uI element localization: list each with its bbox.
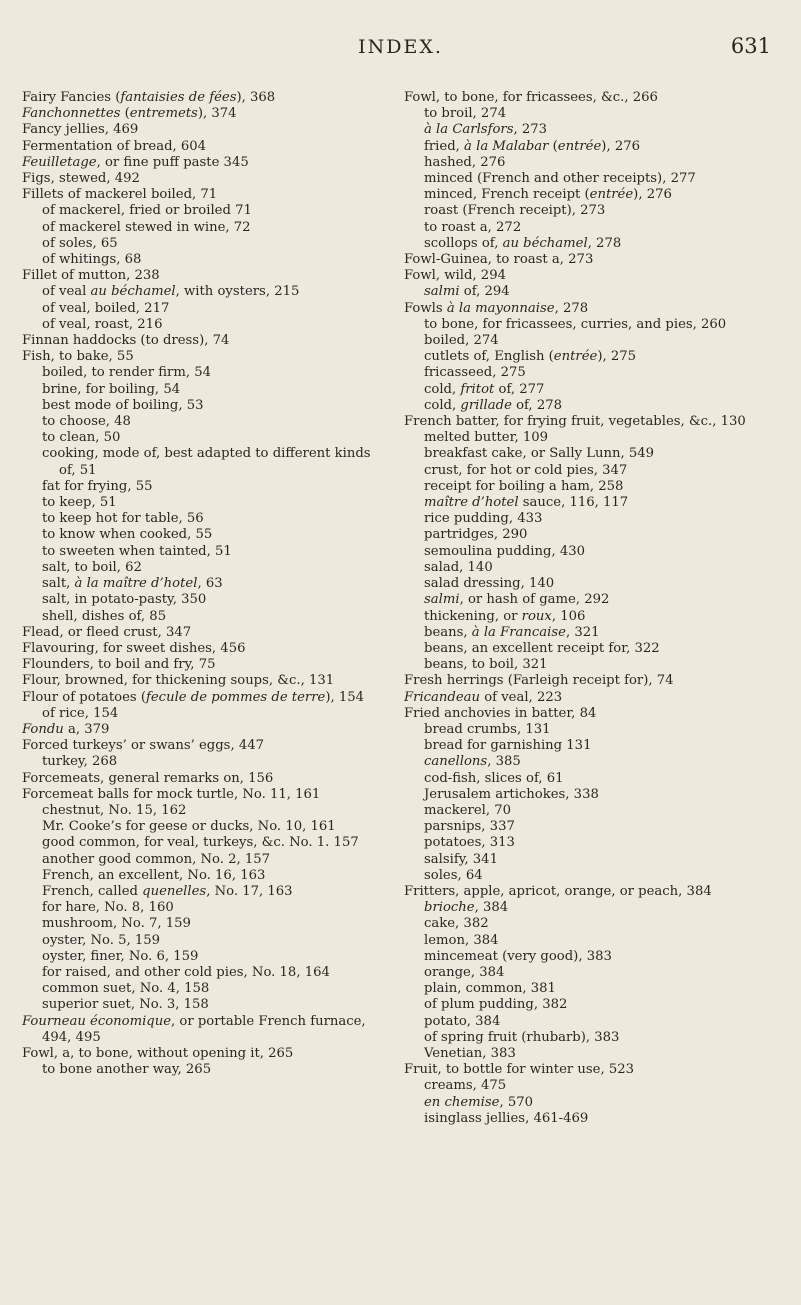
entry-text: isinglass jellies, 461-469 <box>424 1110 589 1126</box>
entry-text: crust, for hot or cold pies, 347 <box>424 462 628 478</box>
index-subentry <box>22 301 382 317</box>
entry-italic-text: entrée <box>553 349 598 365</box>
entry-text: salt, in potato-pasty, 350 <box>42 592 207 608</box>
index-entry <box>22 268 382 284</box>
entry-text: receipt for boiling a ham, 258 <box>424 478 624 494</box>
entry-text: , or portable French furnace, 494, 495 <box>42 1013 366 1045</box>
entry-text: of mackerel stewed in wine, 72 <box>42 219 251 235</box>
entry-text: potato, 384 <box>424 1013 501 1029</box>
entry-text: roast (French receipt), 273 <box>424 203 606 219</box>
entry-text: , 321 <box>565 624 600 640</box>
entry-text: breakfast cake, or Sally Lunn, 549 <box>424 446 655 462</box>
entry-italic-text: au béchamel <box>90 284 176 300</box>
entry-text: potatoes, 313 <box>424 835 515 851</box>
index-subentry <box>404 284 782 300</box>
index-subentry <box>22 997 382 1013</box>
index-entry <box>404 884 782 900</box>
entry-text: French batter, for frying fruit, vegetables, &c., 130 <box>404 414 746 430</box>
entry-text: plain, common, 381 <box>424 981 556 997</box>
index-subentry <box>404 609 782 625</box>
entry-text: , 384 <box>474 900 509 916</box>
index-subentry <box>404 511 782 527</box>
entry-text: of veal, boiled, 217 <box>42 300 170 316</box>
index-subentry <box>404 1046 782 1062</box>
index-subentry <box>22 479 382 495</box>
entry-text: mackerel, 70 <box>424 802 512 818</box>
entry-text: turkey, 268 <box>42 754 118 770</box>
index-subentry <box>22 965 382 981</box>
index-subentry <box>22 527 382 543</box>
index-entry <box>404 252 782 268</box>
entry-text: oyster, No. 5, 159 <box>42 932 161 948</box>
index-subentry <box>404 1078 782 1094</box>
index-subentry <box>404 527 782 543</box>
entry-text: Venetian, 383 <box>424 1045 516 1061</box>
index-subentry <box>22 916 382 932</box>
entry-text: a, 379 <box>63 721 110 737</box>
index-subentry <box>404 155 782 171</box>
index-subentry <box>22 511 382 527</box>
index-subentry <box>22 868 382 884</box>
entry-text: Forcemeats, general remarks on, 156 <box>22 770 274 786</box>
entry-text: cold, <box>424 381 461 397</box>
entry-text: beans, <box>424 624 472 640</box>
entry-text: , 385 <box>487 754 521 770</box>
entry-italic-text: entremets <box>129 106 198 122</box>
entry-text: salsify, 341 <box>424 851 498 867</box>
index-entry <box>22 139 382 155</box>
entry-text: ), 276 <box>633 187 672 203</box>
entry-text: cod-fish, slices of, 61 <box>424 770 564 786</box>
entry-text: , No. 17, 163 <box>206 883 293 899</box>
entry-text: Fillets of mackerel boiled, 71 <box>22 187 218 203</box>
index-subentry <box>404 430 782 446</box>
index-subentry <box>404 771 782 787</box>
entry-text: Fowls <box>404 300 447 316</box>
index-entry <box>22 333 382 349</box>
entry-text: chestnut, No. 15, 162 <box>42 802 187 818</box>
entry-text: good common, for veal, turkeys, &c. No. 1. 157 <box>42 835 359 851</box>
entry-text: , 63 <box>197 576 223 592</box>
entry-text: Fowl, to bone, for fricassees, &c., 266 <box>404 90 658 105</box>
entry-text: mincemeat (very good), 383 <box>424 948 612 964</box>
index-column-left <box>22 90 382 1290</box>
index-subentry <box>22 819 382 835</box>
entry-italic-text: Fricandeau <box>404 689 481 705</box>
entry-text: , 278 <box>587 235 622 251</box>
index-subentry <box>404 933 782 949</box>
entry-text: , 273 <box>513 122 548 138</box>
entry-italic-text: entrée <box>557 138 602 154</box>
index-subentry <box>22 576 382 592</box>
entry-text: Flead, or fleed crust, 347 <box>22 624 192 640</box>
entry-text: French, called <box>42 883 143 899</box>
entry-text: ), 374 <box>197 106 237 122</box>
entry-text: , 106 <box>551 608 586 624</box>
index-entry <box>22 641 382 657</box>
index-subentry <box>22 544 382 560</box>
entry-text: , or fine puff paste 345 <box>96 154 249 170</box>
entry-text: mushroom, No. 7, 159 <box>42 916 191 932</box>
index-entry <box>22 1014 382 1046</box>
entry-text: , with oysters, 215 <box>175 284 300 300</box>
index-subentry <box>22 560 382 576</box>
index-subentry <box>22 414 382 430</box>
index-subentry <box>404 382 782 398</box>
index-subentry <box>404 949 782 965</box>
entry-text: Figs, stewed, 492 <box>22 171 140 187</box>
index-subentry <box>404 106 782 122</box>
entry-text: Fish, to bake, 55 <box>22 349 134 365</box>
entry-text: to bone another way, 265 <box>42 1062 212 1078</box>
entry-italic-text: fecule de pommes de terre <box>146 689 326 705</box>
index-subentry <box>22 446 382 478</box>
entry-italic-text: grillade <box>460 397 512 413</box>
entry-text: Fruit, to bottle for winter use, 523 <box>404 1062 635 1078</box>
index-subentry <box>404 139 782 155</box>
index-column-right <box>404 90 782 1290</box>
index-subentry <box>22 398 382 414</box>
entry-text: of rice, 154 <box>42 705 119 721</box>
index-entry <box>22 771 382 787</box>
index-subentry <box>404 317 782 333</box>
entry-text: ), 276 <box>601 138 640 154</box>
entry-italic-text: fantaisies de fées <box>120 90 237 105</box>
entry-italic-text: roux <box>521 608 552 624</box>
entry-text: boiled, 274 <box>424 333 499 349</box>
entry-italic-text: à la Francaise <box>471 624 566 640</box>
index-subentry <box>22 495 382 511</box>
index-subentry <box>404 997 782 1013</box>
index-subentry <box>404 900 782 916</box>
entry-text: boiled, to render firm, 54 <box>42 365 211 381</box>
entry-text: to keep hot for table, 56 <box>42 511 204 527</box>
entry-text: Fowl, wild, 294 <box>404 268 506 284</box>
index-entry <box>22 155 382 171</box>
entry-italic-text: Fanchonnettes <box>22 106 121 122</box>
index-subentry <box>404 868 782 884</box>
index-subentry <box>404 1095 782 1111</box>
entry-text: shell, dishes of, 85 <box>42 608 167 624</box>
entry-text: fat for frying, 55 <box>42 478 153 494</box>
entry-text: another good common, No. 2, 157 <box>42 851 271 867</box>
entry-italic-text: Fourneau économique <box>22 1013 172 1029</box>
index-entry <box>404 1062 782 1078</box>
index-entry <box>22 349 382 365</box>
entry-text: semoulina pudding, 430 <box>424 543 586 559</box>
index-entry <box>22 1046 382 1062</box>
index-subentry <box>404 187 782 203</box>
index-entry <box>22 690 382 706</box>
index-entry <box>404 673 782 689</box>
index-entry <box>404 690 782 706</box>
index-subentry <box>404 852 782 868</box>
entry-italic-text: maître d’hotel <box>424 495 519 511</box>
entry-text: minced (French and other receipts), 277 <box>424 171 696 187</box>
index-subentry <box>404 220 782 236</box>
entry-text: bread crumbs, 131 <box>424 721 551 737</box>
index-subentry <box>22 1062 382 1078</box>
index-subentry <box>404 592 782 608</box>
entry-text: thickening, or <box>424 608 522 624</box>
entry-text: Fairy Fancies ( <box>22 90 121 105</box>
index-entry <box>22 787 382 803</box>
entry-text: to keep, 51 <box>42 495 117 511</box>
index-entry <box>22 90 382 106</box>
entry-text: to choose, 48 <box>42 414 131 430</box>
entry-text: parsnips, 337 <box>424 819 515 835</box>
index-subentry <box>404 122 782 138</box>
entry-text: to clean, 50 <box>42 430 121 446</box>
index-subentry <box>404 625 782 641</box>
index-subentry <box>22 365 382 381</box>
index-entry <box>22 171 382 187</box>
entry-text: fried, <box>424 138 465 154</box>
entry-text: salt, to boil, 62 <box>42 559 142 575</box>
entry-text: ), 154 <box>325 689 365 705</box>
index-entry <box>22 122 382 138</box>
entry-text: Finnan haddocks (to dress), 74 <box>22 333 230 349</box>
index-subentry <box>404 560 782 576</box>
page-number: 631 <box>730 34 771 58</box>
entry-italic-text: Fondu <box>22 721 64 737</box>
entry-text: rice pudding, 433 <box>424 511 543 527</box>
entry-text: of veal, 223 <box>480 689 563 705</box>
index-subentry <box>404 1111 782 1127</box>
index-subentry <box>404 722 782 738</box>
entry-text: cold, <box>424 397 461 413</box>
entry-text: beans, to boil, 321 <box>424 657 548 673</box>
index-subentry <box>22 382 382 398</box>
entry-text: beans, an excellent receipt for, 322 <box>424 640 660 656</box>
index-subentry <box>404 754 782 770</box>
index-entry <box>404 301 782 317</box>
index-subentry <box>404 365 782 381</box>
entry-text: Flour, browned, for thickening soups, &c., 131 <box>22 673 335 689</box>
entry-text: brine, for boiling, 54 <box>42 381 181 397</box>
entry-text: cake, 382 <box>424 916 489 932</box>
index-subentry <box>404 1014 782 1030</box>
entry-text: for hare, No. 8, 160 <box>42 900 174 916</box>
index-subentry <box>22 609 382 625</box>
entry-italic-text: à la Carlsfors <box>424 122 514 138</box>
entry-text: sauce, 116, 117 <box>518 495 629 511</box>
entry-text: to broil, 274 <box>424 106 507 122</box>
index-entry <box>22 738 382 754</box>
index-entry <box>22 187 382 203</box>
entry-text: orange, 384 <box>424 964 505 980</box>
entry-text: of, 277 <box>494 381 545 397</box>
entry-italic-text: entrée <box>589 187 634 203</box>
entry-text: cooking, mode of, best adapted to different kinds of, 51 <box>42 446 371 478</box>
entry-text: of mackerel, fried or broiled 71 <box>42 203 252 219</box>
entry-text: Fritters, apple, apricot, orange, or peach, 384 <box>404 883 712 899</box>
entry-italic-text: à la maître d’hotel <box>74 576 198 592</box>
entry-italic-text: salmi <box>424 284 460 300</box>
index-subentry <box>404 203 782 219</box>
index-subentry <box>22 236 382 252</box>
index-subentry <box>22 835 382 851</box>
index-subentry <box>404 641 782 657</box>
index-subentry <box>22 252 382 268</box>
index-subentry <box>22 754 382 770</box>
index-subentry <box>22 203 382 219</box>
index-subentry <box>22 430 382 446</box>
entry-text: to bone, for fricassees, curries, and pies, 260 <box>424 316 727 332</box>
entry-text: Fresh herrings (Farleigh receipt for), 74 <box>404 673 674 689</box>
index-subentry <box>404 398 782 414</box>
entry-italic-text: quenelles <box>142 883 207 899</box>
entry-italic-text: en chemise <box>424 1094 500 1110</box>
index-entry <box>22 722 382 738</box>
entry-text: ( <box>548 138 558 154</box>
index-entry <box>404 90 782 106</box>
index-subentry <box>404 916 782 932</box>
entry-text: of, 294 <box>459 284 510 300</box>
entry-text: oyster, finer, No. 6, 159 <box>42 948 199 964</box>
entry-text: , or hash of game, 292 <box>459 592 610 608</box>
index-subentry <box>22 706 382 722</box>
entry-text: lemon, 384 <box>424 932 499 948</box>
index-subentry <box>404 819 782 835</box>
entry-text: Fermentation of bread, 604 <box>22 138 207 154</box>
entry-text: Flavouring, for sweet dishes, 456 <box>22 640 246 656</box>
index-subentry <box>404 1030 782 1046</box>
index-subentry <box>22 981 382 997</box>
index-entry <box>404 414 782 430</box>
index-subentry <box>22 949 382 965</box>
entry-text: Jerusalem artichokes, 338 <box>424 786 599 802</box>
entry-text: best mode of boiling, 53 <box>42 397 204 413</box>
entry-text: salad dressing, 140 <box>424 576 555 592</box>
index-subentry <box>22 317 382 333</box>
entry-text: , 278 <box>554 300 589 316</box>
entry-italic-text: à la Malabar <box>464 138 549 154</box>
entry-text: French, an excellent, No. 16, 163 <box>42 867 266 883</box>
entry-text: , 570 <box>499 1094 534 1110</box>
index-subentry <box>22 852 382 868</box>
index-subentry <box>404 787 782 803</box>
entry-text: to roast a, 272 <box>424 219 522 235</box>
entry-text: cutlets of, English ( <box>424 349 554 365</box>
index-entry <box>404 706 782 722</box>
entry-text: creams, 475 <box>424 1078 507 1094</box>
index-subentry <box>22 284 382 300</box>
index-entry <box>22 673 382 689</box>
index-subentry <box>404 803 782 819</box>
entry-text: to know when cooked, 55 <box>42 527 213 543</box>
index-subentry <box>404 576 782 592</box>
entry-text: bread for garnishing 131 <box>424 738 592 754</box>
index-subentry <box>404 479 782 495</box>
entry-text: ), 368 <box>236 90 276 105</box>
entry-text: salt, <box>42 576 75 592</box>
entry-text: of veal <box>42 284 91 300</box>
index-entry <box>22 106 382 122</box>
entry-italic-text: brioche <box>424 900 475 916</box>
page-header <box>0 32 801 62</box>
entry-italic-text: au béchamel <box>502 235 588 251</box>
entry-italic-text: Feuilletage <box>22 154 97 170</box>
entry-text: common suet, No. 4, 158 <box>42 981 210 997</box>
index-subentry <box>404 835 782 851</box>
entry-text: of veal, roast, 216 <box>42 316 163 332</box>
index-subentry <box>404 236 782 252</box>
entry-text: melted butter, 109 <box>424 430 549 446</box>
entry-text: salad, 140 <box>424 559 493 575</box>
entry-text: Fowl, a, to bone, without opening it, 265 <box>22 1045 294 1061</box>
index-subentry <box>22 900 382 916</box>
entry-text: Fillet of mutton, 238 <box>22 268 160 284</box>
index-entry <box>22 625 382 641</box>
index-subentry <box>404 981 782 997</box>
index-subentry <box>22 220 382 236</box>
entry-text: Flour of potatoes ( <box>22 689 146 705</box>
index-subentry <box>404 965 782 981</box>
index-subentry <box>404 544 782 560</box>
entry-text: Fowl-Guinea, to roast a, 273 <box>404 252 594 268</box>
index-subentry <box>22 592 382 608</box>
index-subentry <box>404 333 782 349</box>
entry-text: Mr. Cooke’s for geese or ducks, No. 10, 161 <box>42 819 336 835</box>
index-subentry <box>22 803 382 819</box>
entry-text: Fried anchovies in batter, 84 <box>404 705 597 721</box>
entry-text: of spring fruit (rhubarb), 383 <box>424 1029 620 1045</box>
index-entry <box>22 657 382 673</box>
entry-text: for raised, and other cold pies, No. 18, 164 <box>42 964 330 980</box>
index-subentry <box>404 463 782 479</box>
entry-text: Flounders, to boil and fry, 75 <box>22 657 216 673</box>
entry-text: fricasseed, 275 <box>424 365 526 381</box>
entry-text: minced, French receipt ( <box>424 187 590 203</box>
entry-text: of soles, 65 <box>42 235 118 251</box>
entry-italic-text: canellons <box>424 754 488 770</box>
entry-text: partridges, 290 <box>424 527 528 543</box>
index-subentry <box>404 446 782 462</box>
entry-text: Fancy jellies, 469 <box>22 122 139 138</box>
entry-text: hashed, 276 <box>424 154 506 170</box>
index-subentry <box>404 657 782 673</box>
entry-text: ( <box>120 106 130 122</box>
entry-text: Forced turkeys’ or swans’ eggs, 447 <box>22 738 264 754</box>
index-subentry <box>404 738 782 754</box>
running-head: INDEX. <box>358 36 443 58</box>
entry-text: soles, 64 <box>424 867 483 883</box>
entry-text: Forcemeat balls for mock turtle, No. 11, 161 <box>22 786 321 802</box>
entry-text: of, 278 <box>511 397 562 413</box>
index-subentry <box>22 884 382 900</box>
entry-text: scollops of, <box>424 235 503 251</box>
index-subentry <box>22 933 382 949</box>
entry-text: to sweeten when tainted, 51 <box>42 543 232 559</box>
entry-text: of plum pudding, 382 <box>424 997 568 1013</box>
entry-text: ), 275 <box>597 349 637 365</box>
entry-italic-text: fritot <box>460 381 495 397</box>
entry-text: of whitings, 68 <box>42 252 142 268</box>
index-entry <box>404 268 782 284</box>
index-subentry <box>404 171 782 187</box>
entry-italic-text: salmi <box>424 592 460 608</box>
index-subentry <box>404 495 782 511</box>
entry-italic-text: à la mayonnaise <box>446 300 555 316</box>
entry-text: superior suet, No. 3, 158 <box>42 997 209 1013</box>
index-subentry <box>404 349 782 365</box>
